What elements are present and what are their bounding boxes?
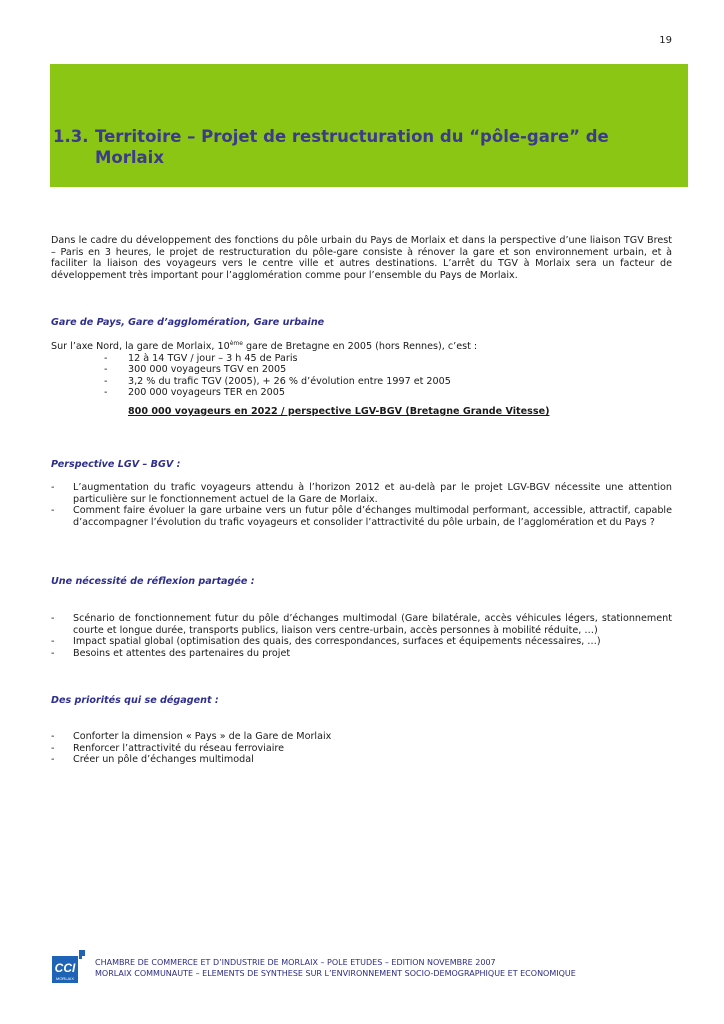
cci-logo [52, 950, 85, 983]
section-lgv-body [51, 482, 672, 528]
priorites-list [51, 731, 672, 766]
list-item: - Comment faire évoluer la gare urbaine vers un futur pôle d’échanges multimodal performant, accessible, attractif, capable d’accompagner l’évolution du trafic voyageurs et consolider l’attractivité du pôle urbain, de l’agglomération et du Pays ? [51, 505, 672, 528]
gare-facts-list [51, 353, 672, 399]
page-number: 19 [659, 35, 672, 46]
footer-text [95, 957, 576, 979]
list-item: - Créer un pôle d’échanges multimodal [51, 754, 254, 766]
list-item: - L’augmentation du trafic voyageurs attendu à l’horizon 2012 et au-delà par le projet LGV-BGV nécessite une attention particulière sur le fonctionnement actuel de la Gare de Morlaix. [51, 482, 672, 505]
title-line-1: Territoire – Projet de restructuration du “pôle-gare” de [95, 127, 609, 146]
list-item: - Renforcer l’attractivité du réseau ferroviaire [51, 742, 285, 754]
list-item: - Besoins et attentes des partenaires du projet [51, 647, 291, 659]
lgv-list [51, 482, 672, 528]
svg-text:CCI: CCI [54, 961, 76, 975]
list-item: - 200 000 voyageurs TER en 2005 [104, 387, 285, 399]
section-reflexion-body [51, 613, 672, 659]
list-item: - Conforter la dimension « Pays » de la Gare de Morlaix [51, 731, 332, 742]
page-footer [52, 947, 692, 987]
title-banner [50, 64, 688, 187]
list-item: - 300 000 voyageurs TGV en 2005 [104, 364, 287, 376]
title-line-2: Morlaix [95, 148, 164, 167]
list-item: - Impact spatial global (optimisation des quais, des correspondances, surfaces et équipements nécessaires, …) [51, 636, 601, 648]
section-heading-lgv: Perspective LGV – BGV : [51, 459, 181, 470]
gare-lead: Sur l’axe Nord, la gare de Morlaix, 10ème gare de Bretagne en 2005 (hors Rennes), c’est : [51, 339, 478, 352]
section-heading-priorites: Des priorités qui se dégagent : [51, 695, 219, 706]
footer-line-2: MORLAIX COMMUNAUTE – ELEMENTS DE SYNTHESE SUR L’ENVIRONNEMENT SOCIO-DEMOGRAPHIQUE ET ECONOMIQUE [95, 969, 576, 978]
reflexion-list [51, 613, 672, 659]
footer-line-1: CHAMBRE DE COMMERCE ET D’INDUSTRIE DE MORLAIX – POLE ETUDES – EDITION NOVEMBRE 2007 [95, 958, 496, 967]
list-item: - Scénario de fonctionnement futur du pôle d’échanges multimodal (Gare bilatérale, accès véhicules légers, stationnement courte et longue durée, transports publics, liaison vers centre-urbain, accès personnes à mobilité réduite, …) [51, 613, 672, 636]
page-title [53, 126, 609, 168]
section-heading-gare: Gare de Pays, Gare d’agglomération, Gare urbaine [51, 317, 325, 328]
section-priorites-body [51, 731, 672, 766]
section-number: 1.3. [53, 127, 89, 146]
section-heading-reflexion: Une nécessité de réflexion partagée : [51, 576, 255, 587]
highlight-2022: 800 000 voyageurs en 2022 / perspective LGV-BGV (Bretagne Grande Vitesse) [128, 405, 550, 417]
intro-paragraph: Dans le cadre du développement des fonctions du pôle urbain du Pays de Morlaix et dans la perspective d’une liaison TGV Brest – Paris en 3 heures, le projet de restructuration du pôle-gare consiste à rénover la gare et son environnement urbain, et à faciliter la liaison des voyageurs vers le centre ville et autres destinations. L’arrêt du TGV à Morlaix sera un facteur de développement très important pour l’agglomération comme pour l’ensemble du Pays de Morlaix. [51, 235, 672, 281]
list-item: - 12 à 14 TGV / jour – 3 h 45 de Paris [104, 352, 298, 364]
svg-text:MORLAIX: MORLAIX [55, 976, 75, 981]
list-item: - 3,2 % du trafic TGV (2005), + 26 % d’évolution entre 1997 et 2005 [104, 375, 451, 387]
section-gare-body [51, 341, 672, 418]
